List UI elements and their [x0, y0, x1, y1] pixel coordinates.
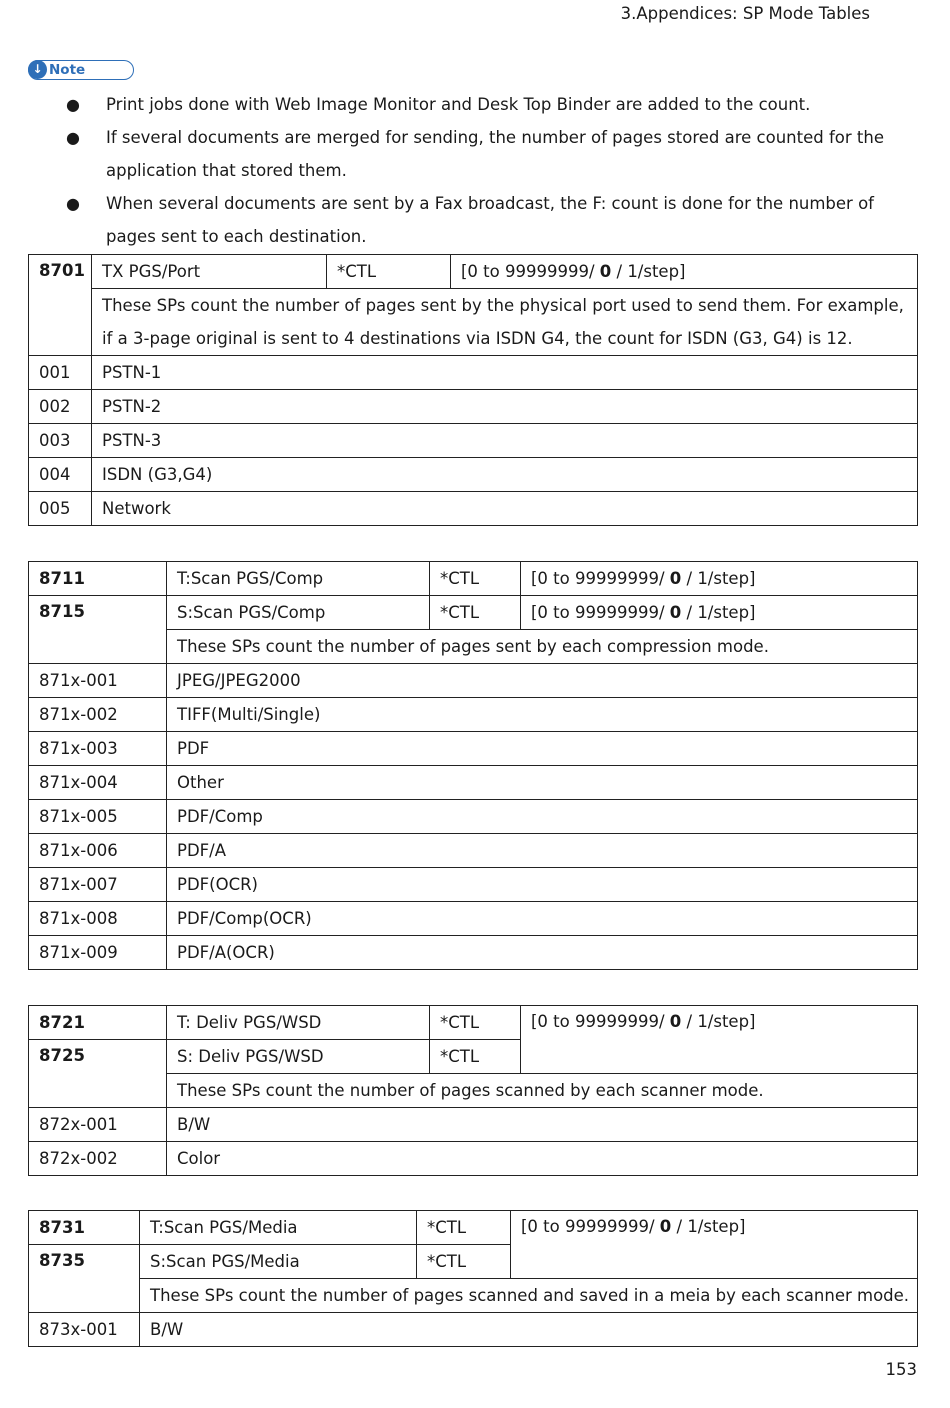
row-code: 871x-004	[29, 766, 167, 800]
sp-name: S:Scan PGS/Media	[140, 1245, 417, 1279]
sp-type: *CTL	[327, 255, 451, 289]
row-code: 004	[29, 458, 92, 492]
row-label: Network	[92, 492, 918, 526]
row-label: PDF/Comp	[167, 800, 918, 834]
row-label: PDF/A	[167, 834, 918, 868]
table-row	[29, 834, 918, 868]
row-label: B/W	[140, 1313, 918, 1347]
sp-type: *CTL	[430, 1006, 521, 1040]
table-row	[29, 868, 918, 902]
sp-description: These SPs count the number of pages sent by the physical port used to send them. For example, if a 3-page original is sent to 4 destinations via ISDN G4, the count for ISDN (G3, G4) is 12.	[92, 289, 918, 356]
table-row	[29, 1279, 918, 1313]
sp-table-8731	[28, 1210, 918, 1347]
row-code: 871x-009	[29, 936, 167, 970]
sp-table-8711	[28, 561, 918, 970]
list-item: ● Print jobs done with Web Image Monitor and Desk Top Binder are added to the count.	[66, 88, 922, 121]
table-row	[29, 1108, 918, 1142]
row-code: 871x-003	[29, 732, 167, 766]
sp-name: T: Deliv PGS/WSD	[167, 1006, 430, 1040]
table-row	[29, 390, 918, 424]
sp-type: *CTL	[417, 1245, 511, 1279]
row-code: 001	[29, 356, 92, 390]
sp-code: 8715	[29, 596, 167, 664]
bullet-icon: ●	[66, 194, 80, 213]
section-header: 3.Appendices: SP Mode Tables	[620, 4, 870, 23]
table-row	[29, 356, 918, 390]
sp-type: *CTL	[430, 1040, 521, 1074]
sp-description: These SPs count the number of pages scanned and saved in a meia by each scanner mode.	[140, 1279, 918, 1313]
table-row	[29, 1142, 918, 1176]
table-row	[29, 596, 918, 630]
table-row	[29, 255, 918, 289]
table-row	[29, 1211, 918, 1245]
note-label: Note	[49, 62, 86, 78]
page-number: 153	[885, 1360, 917, 1379]
table-row	[29, 1313, 918, 1347]
arrow-down-icon: ↓	[28, 60, 47, 79]
sp-description: These SPs count the number of pages sent by each compression mode.	[167, 630, 918, 664]
bullet-icon: ●	[66, 128, 80, 147]
sp-range: [0 to 99999999/ 0 / 1/step]	[451, 255, 918, 289]
row-label: PSTN-2	[92, 390, 918, 424]
row-code: 871x-007	[29, 868, 167, 902]
row-label: B/W	[167, 1108, 918, 1142]
bullet-icon: ●	[66, 95, 80, 114]
table-row	[29, 902, 918, 936]
row-label: PSTN-3	[92, 424, 918, 458]
sp-code: 8725	[29, 1040, 167, 1108]
row-label: PDF(OCR)	[167, 868, 918, 902]
row-label: Color	[167, 1142, 918, 1176]
table-row	[29, 424, 918, 458]
table-row	[29, 492, 918, 526]
sp-code: 8721	[29, 1006, 167, 1040]
row-code: 872x-002	[29, 1142, 167, 1176]
row-label: Other	[167, 766, 918, 800]
sp-range: [0 to 99999999/ 0 / 1/step]	[511, 1211, 918, 1279]
list-item: ● When several documents are sent by a Fax broadcast, the F: count is done for the number of pages sent to each destination.	[66, 187, 922, 253]
row-code: 002	[29, 390, 92, 424]
sp-type: *CTL	[430, 562, 521, 596]
sp-table-8721	[28, 1005, 918, 1176]
table-row	[29, 766, 918, 800]
sp-name: S: Deliv PGS/WSD	[167, 1040, 430, 1074]
sp-name: T:Scan PGS/Comp	[167, 562, 430, 596]
row-code: 871x-006	[29, 834, 167, 868]
list-item: ● If several documents are merged for sending, the number of pages stored are counted for the application that stored them.	[66, 121, 922, 187]
sp-type: *CTL	[430, 596, 521, 630]
row-label: PSTN-1	[92, 356, 918, 390]
row-code: 003	[29, 424, 92, 458]
table-row	[29, 562, 918, 596]
row-label: PDF	[167, 732, 918, 766]
row-label: TIFF(Multi/Single)	[167, 698, 918, 732]
sp-code: 8735	[29, 1245, 140, 1313]
sp-description: These SPs count the number of pages scanned by each scanner mode.	[167, 1074, 918, 1108]
table-row	[29, 289, 918, 356]
sp-code: 8701	[29, 255, 92, 356]
table-row	[29, 936, 918, 970]
table-row	[29, 732, 918, 766]
sp-name: T:Scan PGS/Media	[140, 1211, 417, 1245]
table-row	[29, 664, 918, 698]
row-label: PDF/Comp(OCR)	[167, 902, 918, 936]
table-row	[29, 1006, 918, 1040]
sp-code: 8731	[29, 1211, 140, 1245]
sp-range: [0 to 99999999/ 0 / 1/step]	[521, 596, 918, 630]
row-code: 873x-001	[29, 1313, 140, 1347]
sp-range: [0 to 99999999/ 0 / 1/step]	[521, 1006, 918, 1074]
sp-name: S:Scan PGS/Comp	[167, 596, 430, 630]
row-label: JPEG/JPEG2000	[167, 664, 918, 698]
row-code: 871x-005	[29, 800, 167, 834]
sp-type: *CTL	[417, 1211, 511, 1245]
note-badge	[28, 60, 134, 80]
row-label: PDF/A(OCR)	[167, 936, 918, 970]
row-code: 871x-008	[29, 902, 167, 936]
row-code: 871x-002	[29, 698, 167, 732]
sp-table-8701	[28, 254, 918, 526]
row-label: ISDN (G3,G4)	[92, 458, 918, 492]
table-row	[29, 698, 918, 732]
note-list	[66, 88, 922, 253]
sp-name: TX PGS/Port	[92, 255, 327, 289]
row-code: 871x-001	[29, 664, 167, 698]
row-code: 872x-001	[29, 1108, 167, 1142]
sp-range: [0 to 99999999/ 0 / 1/step]	[521, 562, 918, 596]
sp-code: 8711	[29, 562, 167, 596]
row-code: 005	[29, 492, 92, 526]
table-row	[29, 800, 918, 834]
table-row	[29, 458, 918, 492]
